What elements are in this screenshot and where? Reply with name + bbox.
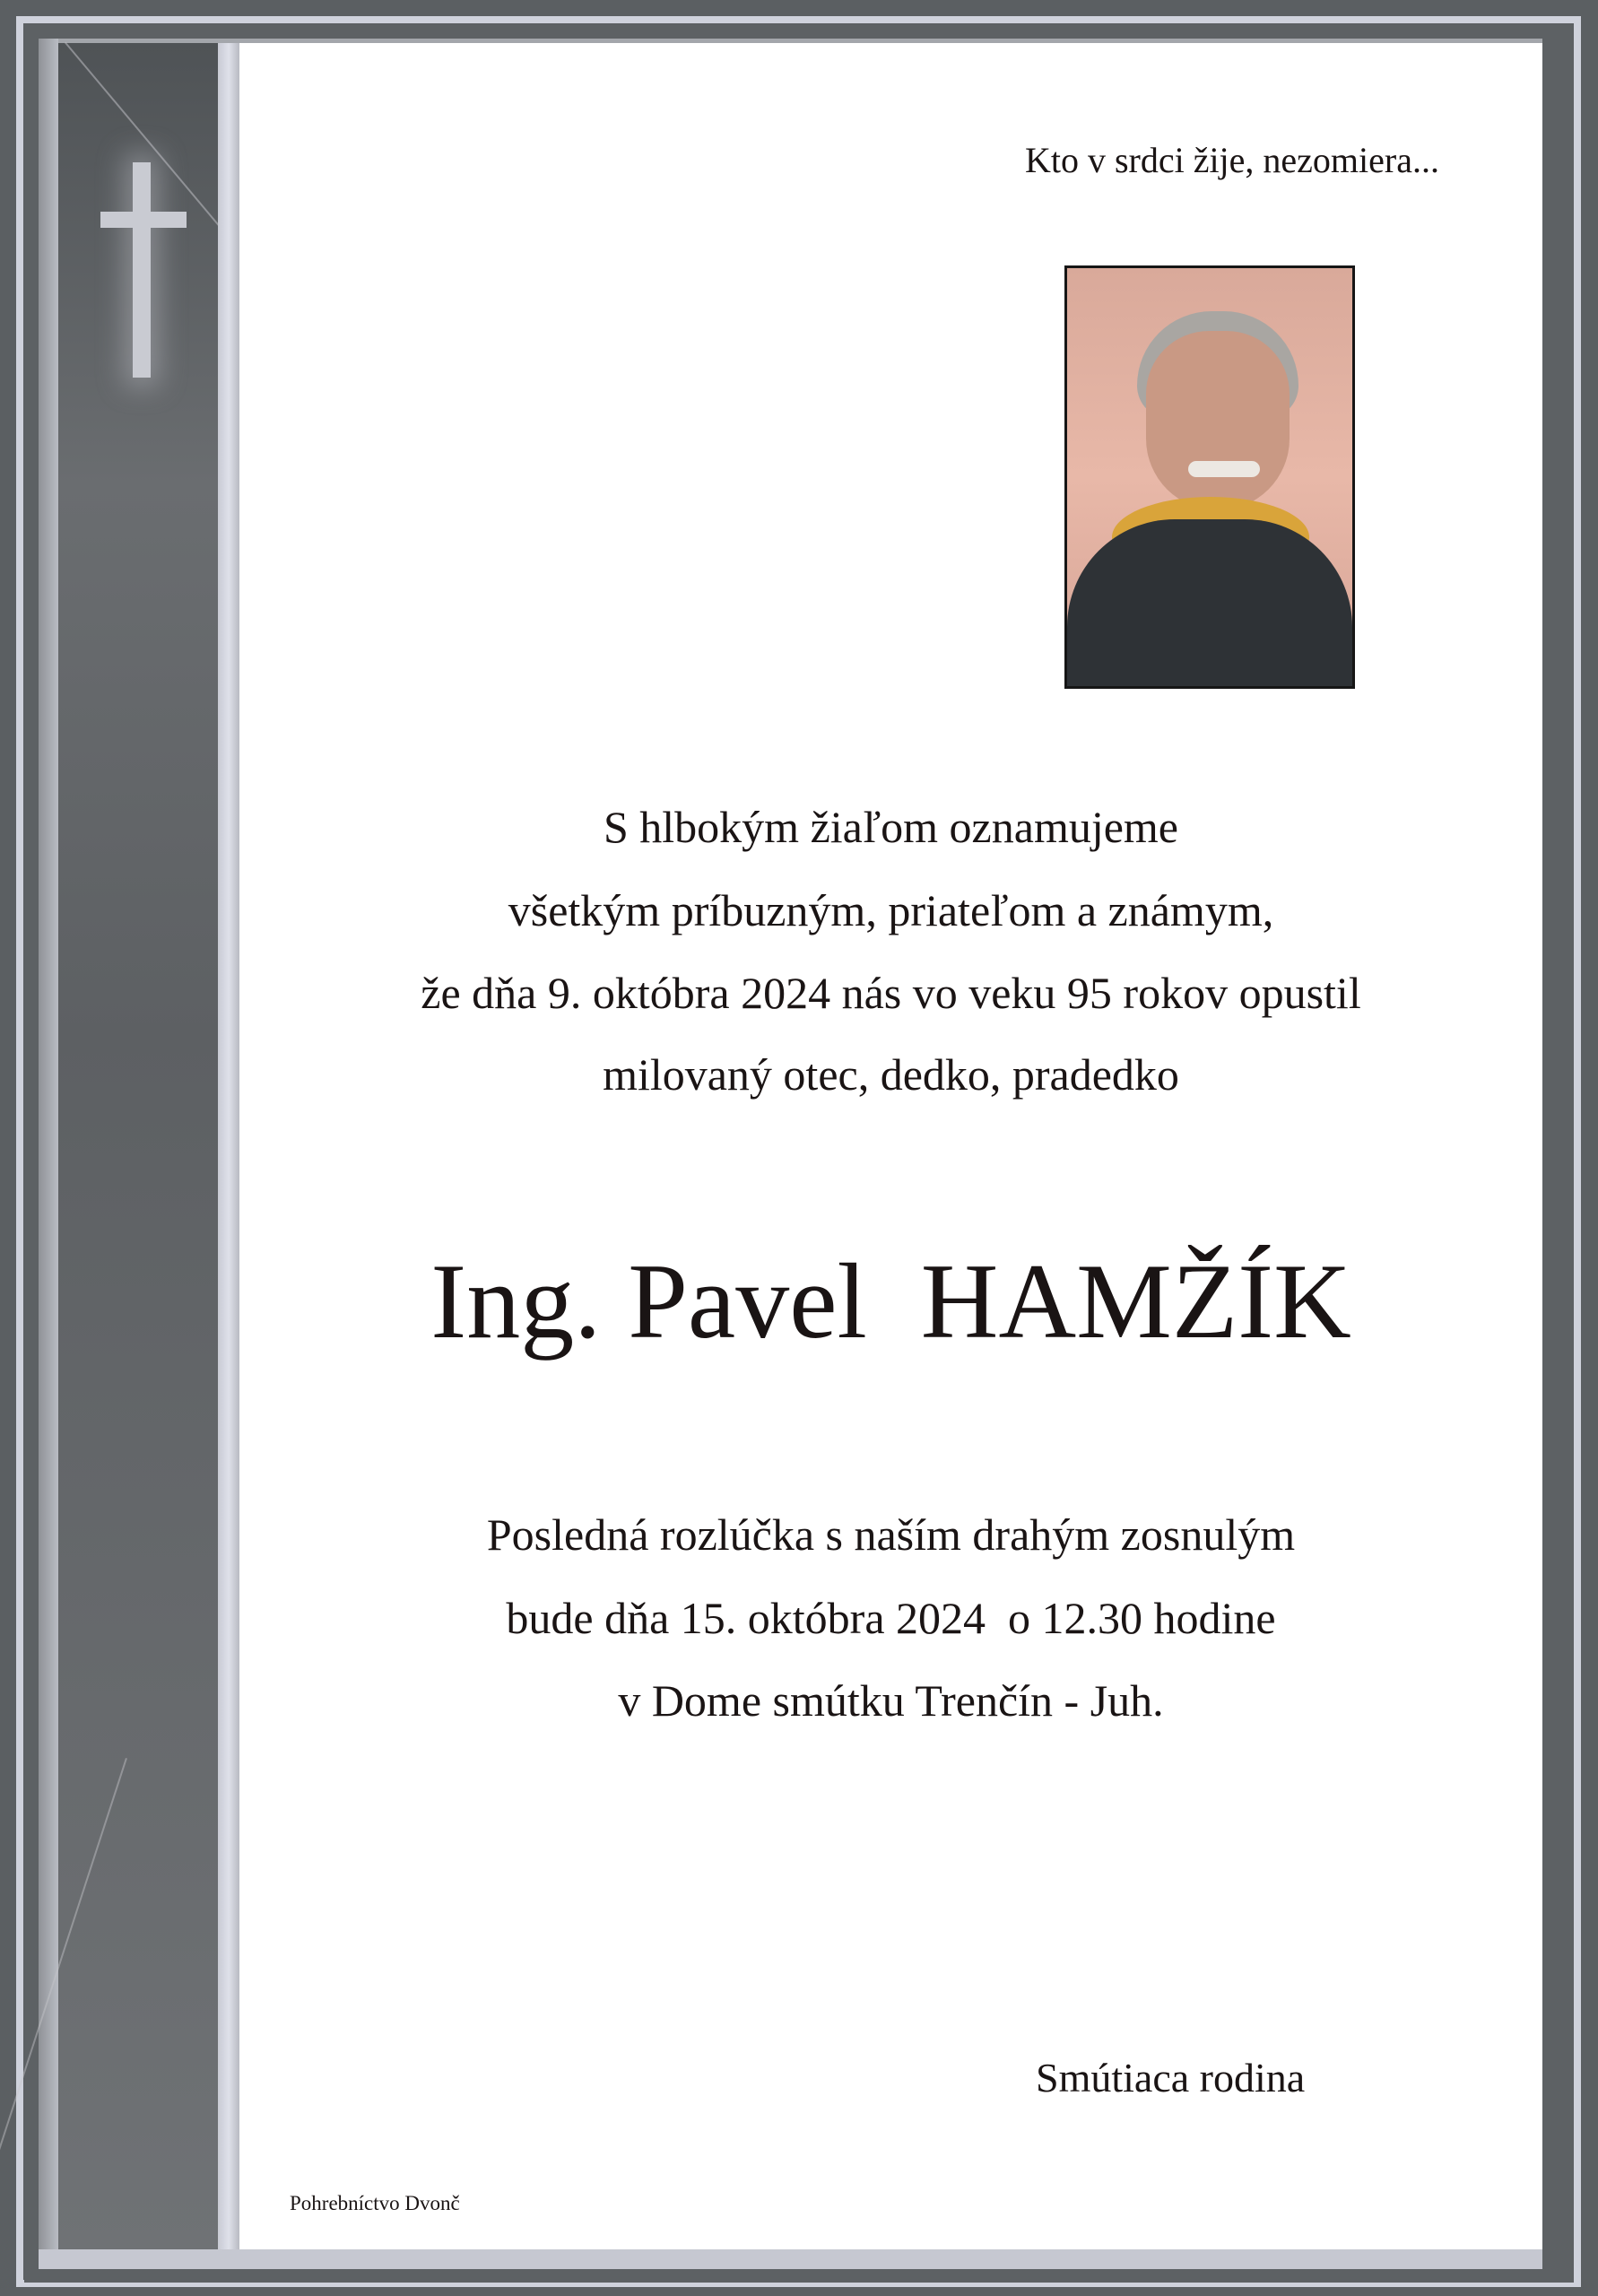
announcement-line: všetkým príbuzným, priateľom a známym, bbox=[508, 885, 1274, 935]
deceased-name: Ing. Pavel HAMŽÍK bbox=[430, 1241, 1351, 1361]
funeral-line: bude dňa 15. októbra 2024 o 12.30 hodine bbox=[506, 1593, 1276, 1643]
funeral-line: Posledná rozlúčka s naším drahým zosnulým bbox=[486, 1509, 1296, 1560]
left-band bbox=[39, 39, 58, 2269]
announcement-line: že dňa 9. októbra 2024 nás vo veku 95 rokov opustil bbox=[421, 968, 1361, 1018]
side-light-strip bbox=[218, 43, 239, 2249]
bottom-band bbox=[39, 2249, 1542, 2269]
undertaker-credit: Pohrebníctvo Dvonč bbox=[290, 2192, 460, 2214]
motto: Kto v srdci žije, nezomiera... bbox=[1024, 140, 1439, 180]
funeral-line: v Dome smútku Trenčín - Juh. bbox=[618, 1675, 1164, 1726]
portrait-photo bbox=[1064, 265, 1355, 689]
announcement-line: milovaný otec, dedko, pradedko bbox=[603, 1049, 1179, 1100]
announcement-line: S hlbokým žiaľom oznamujeme bbox=[603, 802, 1178, 852]
signature: Smútiaca rodina bbox=[1036, 2055, 1306, 2100]
cross-icon-bar bbox=[100, 212, 187, 228]
cross-icon bbox=[133, 162, 151, 378]
